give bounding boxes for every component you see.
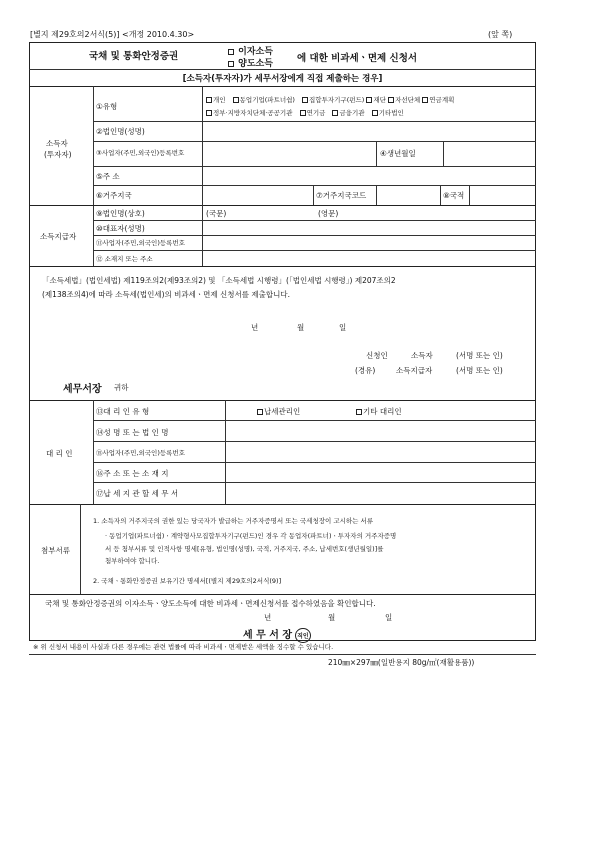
agent-taxoffice-label: ⑰납 세 지 관 할 세 무 서 xyxy=(96,489,179,498)
attachment-item1-line4: 첨부하여야 합니다. xyxy=(105,557,160,565)
official-seal: 직인 xyxy=(295,628,311,643)
agent-address-label: ⑯주 소 또 는 소 재 지 xyxy=(96,469,169,478)
addressee-office: 세무서장 xyxy=(63,384,102,395)
address-label: ⑤주 소 xyxy=(96,172,120,181)
type-pensionfund-checkbox[interactable] xyxy=(300,110,306,116)
date-month: 월 xyxy=(297,323,305,332)
date-day: 일 xyxy=(339,323,347,332)
applicant-label: 신청인 xyxy=(366,351,388,360)
attachment-item1-line1: 1. 소득자의 거주지국의 권한 있는 당국자가 발급하는 거주자증명서 또는 국세청장이 고시하는 서류 xyxy=(93,517,374,525)
residence-code-label: ⑦거주지국코드 xyxy=(316,191,367,200)
title-suffix: 에 대한 비과세ㆍ면제 신청서 xyxy=(297,53,418,64)
receipt-text: 국채 및 통화안정증권의 이자소득ㆍ양도소득에 대한 비과세ㆍ면제신청서를 접수하였음을 확인합니다. xyxy=(45,599,376,608)
title-prefix: 국채 및 통화안정증권 xyxy=(89,51,179,62)
agent-section-label: 대 리 인 xyxy=(46,449,73,458)
type-partnership-checkbox[interactable] xyxy=(233,97,239,103)
type-individual-checkbox[interactable] xyxy=(206,97,212,103)
interest-checkbox[interactable] xyxy=(228,49,234,55)
other-agent-checkbox[interactable] xyxy=(356,409,362,415)
taxpayer-section-sub: (투자자) xyxy=(44,150,72,159)
title-option-transfer xyxy=(228,56,273,69)
payer-signer-label: 소득지급자 xyxy=(396,366,433,375)
addressee-suffix: 귀하 xyxy=(114,383,129,392)
nationality-label: ⑧국적 xyxy=(443,191,465,200)
residence-country-label: ⑥거주지국 xyxy=(96,191,132,200)
type-government-checkbox[interactable] xyxy=(206,110,212,116)
interest-label: 이자소득 xyxy=(238,47,273,57)
type-label: ①유형 xyxy=(96,102,118,111)
payer-sign-field[interactable]: (서명 또는 인) xyxy=(456,366,503,375)
statement-line2: (제138조의4)에 따라 소득세(법인세)의 비과세ㆍ면제 신청서를 제출합니다. xyxy=(42,290,290,299)
form-number: [별지 제29호의2서식(5)] <개정 2010.4.30> xyxy=(30,30,195,39)
payer-address-label: ⑫ 소재지 또는 주소 xyxy=(96,255,153,263)
statement-line1: 「소득세법」(법인세법) 제119조의2(제93조의2) 및 「소득세법 시행령」(「법인세법 시행령」) 제207조의2 xyxy=(42,276,396,285)
taxpayer-reg-label: ③사업자(주민,외국인)등록번호 xyxy=(96,149,185,157)
payer-section-label: 소득지급자 xyxy=(40,232,77,241)
agent-option-other: 기타 대리인 xyxy=(356,406,402,417)
transfer-checkbox[interactable] xyxy=(228,61,234,67)
attachment-item2: 2. 국채ㆍ통화안정증권 보유기간 명세서[(별지 제29호의2서식(9)] xyxy=(93,577,282,585)
via-label: (경유) xyxy=(355,366,376,375)
taxadmin-checkbox[interactable] xyxy=(257,409,263,415)
type-fund-checkbox[interactable] xyxy=(302,97,308,103)
receipt-year: 년 xyxy=(264,613,272,622)
attachment-item1-line2: · 동업기업(파트너쉽)ㆍ계약형사모집합투자기구(펀드)인 경우 각 동업자(파트너)ㆍ투자자의 거주자증명 xyxy=(105,532,397,540)
taxpayer-name-label: ②법인명(성명) xyxy=(96,127,145,136)
receipt-month: 월 xyxy=(328,613,336,622)
taxpayer-signer-label: 소득자 xyxy=(411,351,433,360)
type-options-row2: 정부·지방자치단체·공공기관 연기금 금융기관 기타법인 xyxy=(206,108,404,117)
date-year: 년 xyxy=(251,323,259,332)
type-foundation-checkbox[interactable] xyxy=(366,97,372,103)
paper-spec: 210㎜×297㎜(일반용지 80g/㎡(재활용품)) xyxy=(328,658,475,667)
payer-rep-label: ⑩대표자(성명) xyxy=(96,224,145,233)
payer-name-label: ⑨법인명(상호) xyxy=(96,209,145,218)
subtitle: [소득자(투자자)가 세무서장에게 직접 제출하는 경우] xyxy=(182,74,383,84)
receipt-day: 일 xyxy=(385,613,393,622)
payer-name-english: (영문) xyxy=(318,209,339,218)
agent-type-label: ⑬대 리 인 유 형 xyxy=(96,407,150,416)
agent-option-taxadmin: 납세관리인 xyxy=(257,406,300,417)
taxpayer-section-label: 소득자 xyxy=(46,139,68,148)
type-charity-checkbox[interactable] xyxy=(388,97,394,103)
payer-reg-label: ⑪사업자(주민,외국인)등록번호 xyxy=(96,239,185,247)
footer-note: ※ 위 신청서 내용이 사실과 다른 경우에는 관련 법률에 따라 비과세ㆍ면제받은 세액을 징수할 수 있습니다. xyxy=(33,643,334,651)
type-financial-checkbox[interactable] xyxy=(332,110,338,116)
agent-name-label: ⑭성 명 또 는 법 인 명 xyxy=(96,428,169,437)
type-other-checkbox[interactable] xyxy=(372,110,378,116)
agent-reg-label: ⑮사업자(주민,외국인)등록번호 xyxy=(96,449,185,457)
taxpayer-sign-field[interactable]: (서명 또는 인) xyxy=(456,351,503,360)
birthdate-label: ④생년월일 xyxy=(380,149,416,158)
transfer-label: 양도소득 xyxy=(238,59,273,69)
receipt-office: 세 무 서 장 직인 xyxy=(243,630,309,641)
type-pension-checkbox[interactable] xyxy=(422,97,428,103)
attachment-item1-line3: 서 등 첨부서류 및 인적사항 명세[유형, 법인명(성명), 국적, 거주지국, 주소, 납세번호(생년월일)]를 xyxy=(105,545,384,553)
type-options-row1: 개인 동업기업(파트너쉽) 집합투자기구(펀드) 재단 자선단체 연금계획 xyxy=(206,95,454,104)
payer-name-korean: (국문) xyxy=(206,209,227,218)
attachments-section-label: 첨부서류 xyxy=(41,546,70,555)
page-side-label: (앞 쪽) xyxy=(488,30,513,39)
